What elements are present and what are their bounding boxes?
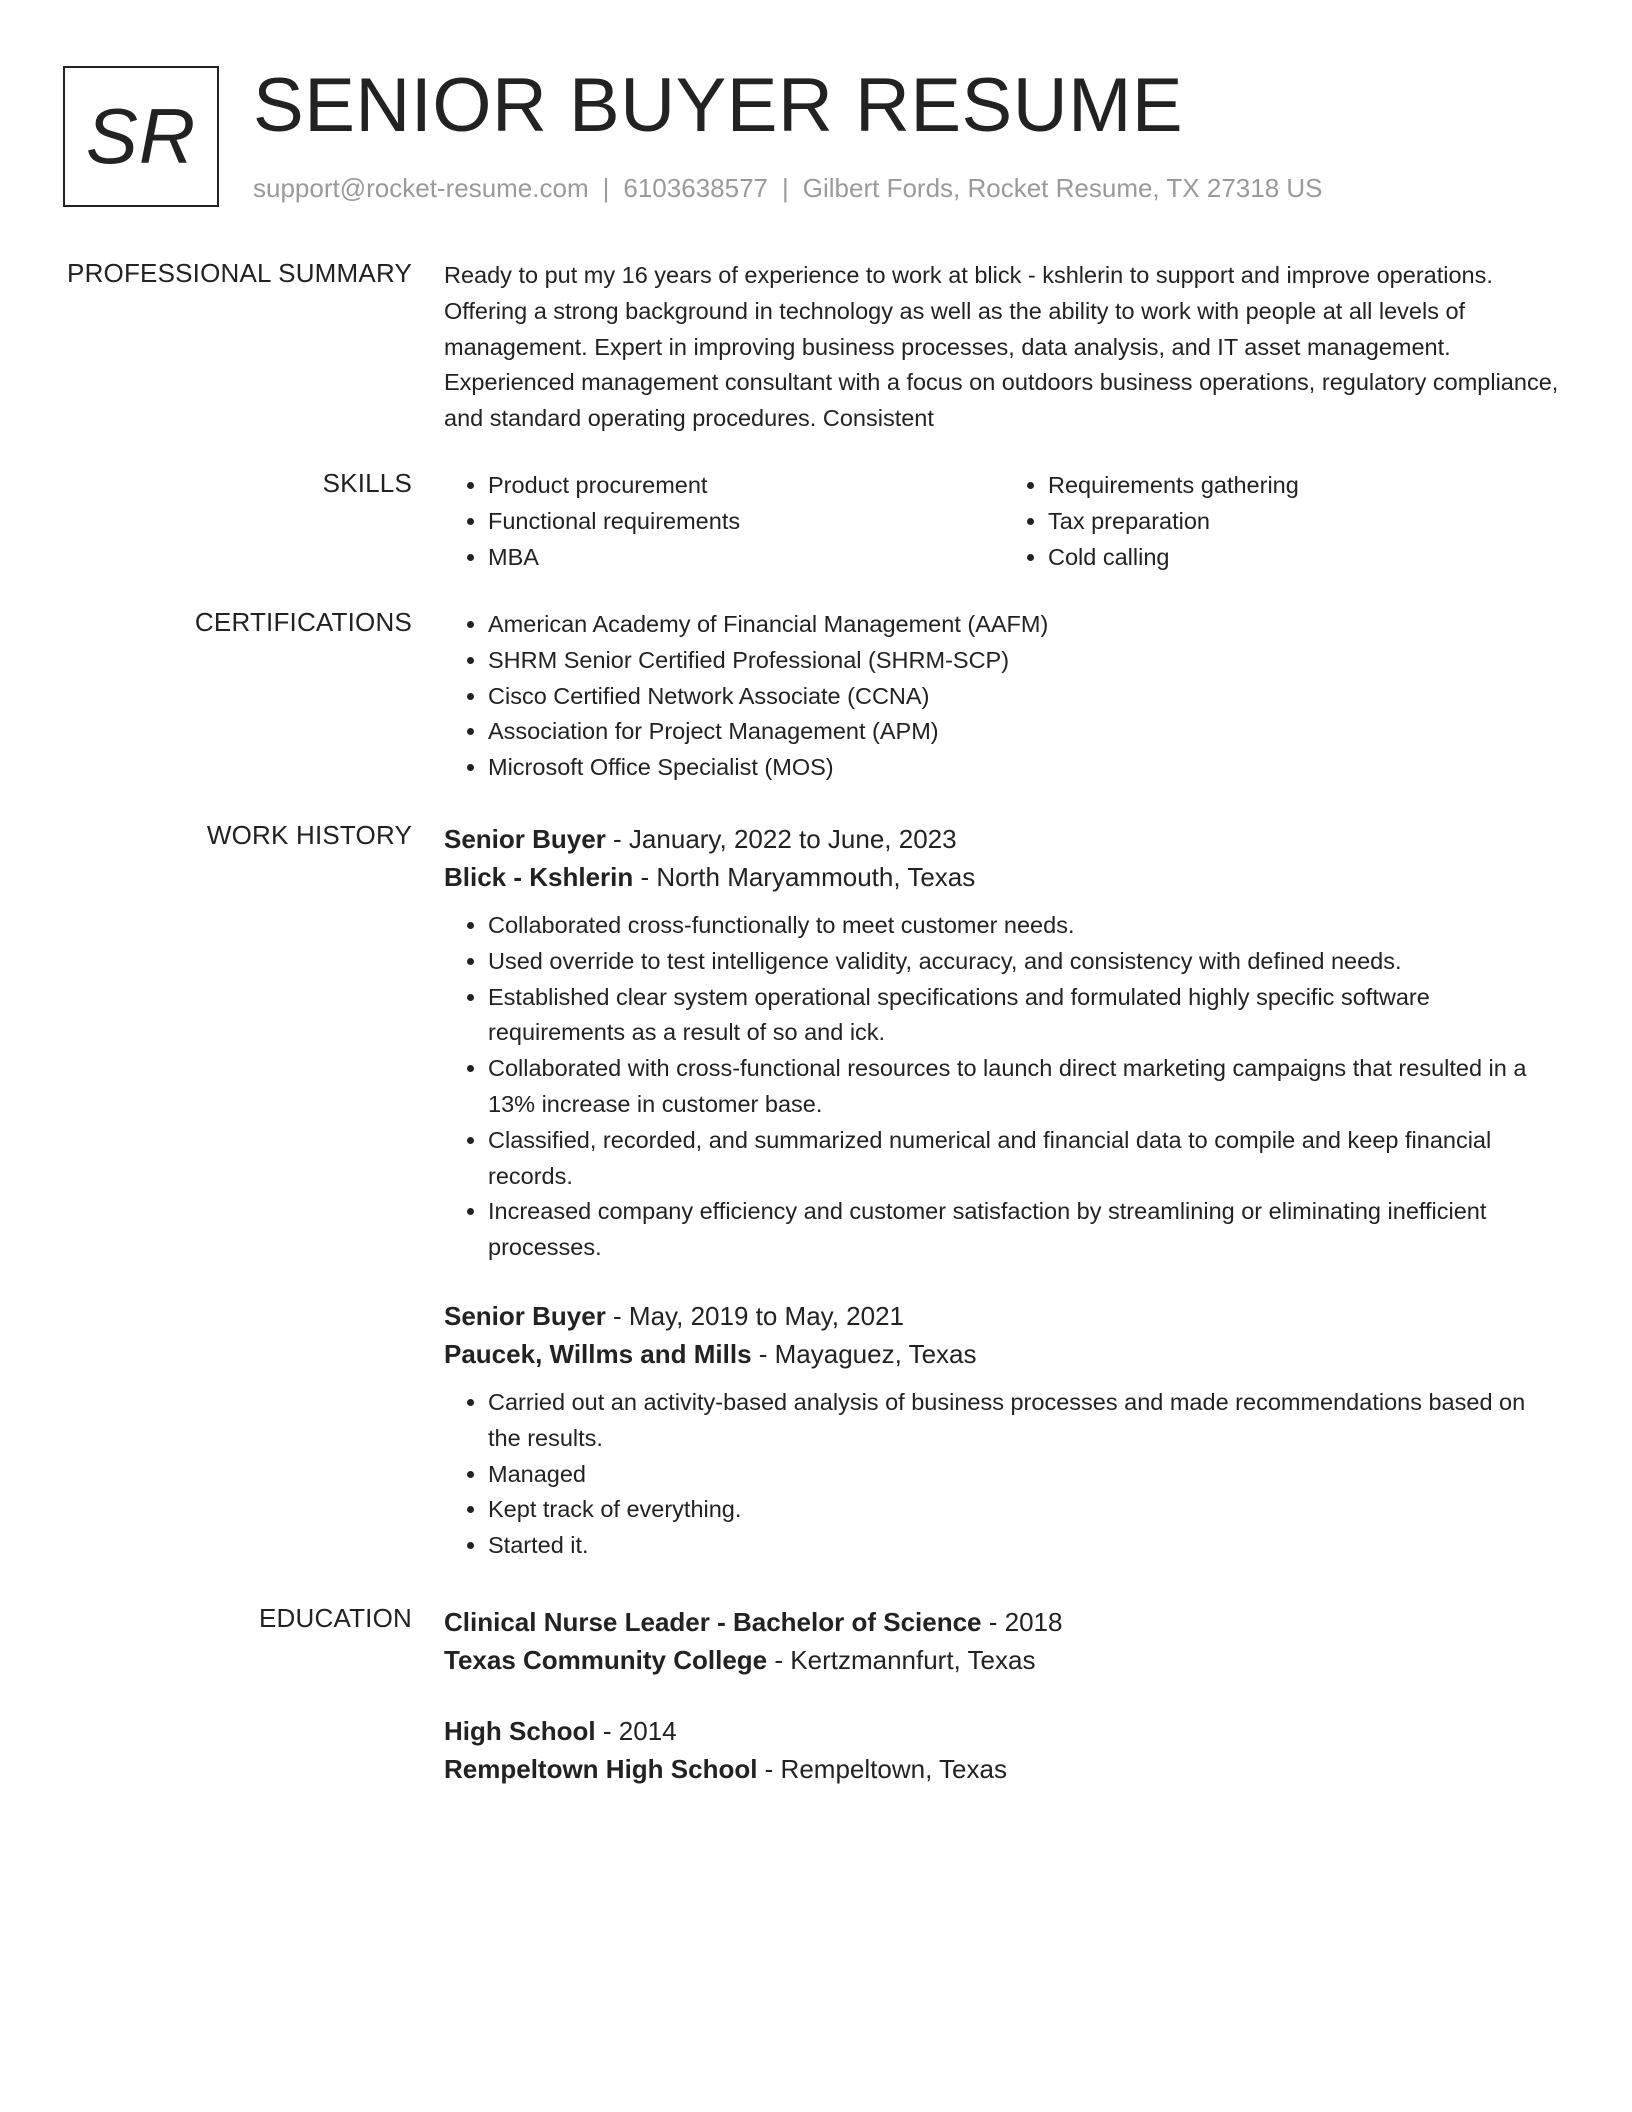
skill-item: • MBA: [488, 540, 1004, 576]
job-dates: - January, 2022 to June, 2023: [605, 824, 957, 854]
job-entry: [444, 1297, 1564, 1564]
job-bullet: • Established clear system operational specifications and formulated highly specific software requirements as a result of so and ick.: [488, 980, 1564, 1052]
job-bullet: • Classified, recorded, and summarized numerical and financial data to compile and keep financial records.: [488, 1123, 1564, 1195]
job-header: [444, 820, 1564, 858]
education-location: - Rempeltown, Texas: [757, 1754, 1007, 1784]
certifications-list: [444, 607, 1564, 786]
skill-item: • Tax preparation: [1048, 504, 1564, 540]
education-degree-line: [444, 1712, 1564, 1750]
education-entry: [444, 1603, 1564, 1679]
education-school: Rempeltown High School: [444, 1754, 758, 1784]
work-history-body: [444, 820, 1564, 1564]
separator: |: [602, 173, 610, 203]
certification-item: • SHRM Senior Certified Professional (SHRM-SCP): [488, 643, 1564, 679]
skills-column-right: [1004, 468, 1564, 575]
education-entry: [444, 1712, 1564, 1788]
summary-text: Ready to put my 16 years of experience to work at blick - kshlerin to support and improve operations. Offering a strong background in technology as well as the ability to work with people at all levels of management. Expert in improving business processes, data analysis, and IT asset management. Experienced management consultant with a focus on outdoors business operations, regulatory compliance, and standard operating procedures. Consistent: [444, 262, 1559, 432]
education-school-line: [444, 1641, 1564, 1679]
education-body: [444, 1603, 1564, 1788]
job-company: Blick - Kshlerin: [444, 862, 634, 892]
job-bullet: • Managed: [488, 1457, 1564, 1493]
education-year: - 2018: [981, 1607, 1063, 1637]
skill-item: • Cold calling: [1048, 540, 1564, 576]
job-location: - Mayaguez, Texas: [751, 1338, 977, 1369]
certification-item: • Microsoft Office Specialist (MOS): [488, 750, 1564, 786]
job-bullet: • Kept track of everything.: [488, 1492, 1564, 1528]
job-company: Paucek, Willms and Mills: [444, 1338, 752, 1369]
job-title: Senior Buyer: [444, 1300, 606, 1331]
job-company-line: [444, 1335, 1564, 1373]
section-label-education: EDUCATION: [259, 1603, 412, 1633]
education-school-line: [444, 1750, 1564, 1788]
education-location: - Kertzmannfurt, Texas: [767, 1645, 1036, 1675]
phone-text: 6103638577: [623, 173, 768, 203]
job-header: [444, 1297, 1564, 1335]
education-year: - 2014: [595, 1716, 677, 1746]
section-label-work-history: WORK HISTORY: [206, 820, 412, 850]
job-entry: [444, 820, 1564, 1266]
education-degree: High School: [444, 1716, 596, 1746]
separator: |: [782, 173, 789, 203]
education-school: Texas Community College: [444, 1645, 768, 1675]
job-title: Senior Buyer: [444, 824, 606, 854]
education-degree-line: [444, 1603, 1564, 1641]
job-bullet: • Increased company efficiency and customer satisfaction by streamlining or eliminating inefficient processes.: [488, 1194, 1564, 1266]
job-bullet: • Collaborated with cross-functional resources to launch direct marketing campaigns that resulted in a 13% increase in customer base.: [488, 1051, 1564, 1123]
certification-item: • Cisco Certified Network Associate (CCNA): [488, 679, 1564, 715]
certification-item: • American Academy of Financial Management (AAFM): [488, 607, 1564, 643]
job-bullet: • Started it.: [488, 1528, 1564, 1564]
skills-column-left: [444, 468, 1004, 575]
job-bullets: [444, 1385, 1564, 1564]
section-label-skills: SKILLS: [322, 468, 412, 498]
job-bullet: • Used override to test intelligence validity, accuracy, and consistency with defined needs.: [488, 944, 1564, 980]
monogram-logo: SR: [63, 66, 219, 207]
section-label-certifications: CERTIFICATIONS: [194, 607, 412, 637]
skill-item: • Requirements gathering: [1048, 468, 1564, 504]
certification-item: • Association for Project Management (APM): [488, 714, 1564, 750]
address-text: Gilbert Fords, Rocket Resume, TX 27318 US: [802, 173, 1323, 203]
email-text: support@rocket-resume.com: [253, 173, 589, 203]
job-dates: - May, 2019 to May, 2021: [605, 1300, 905, 1331]
skills-list: [444, 468, 1564, 575]
skill-item: • Functional requirements: [488, 504, 1004, 540]
job-bullet: • Carried out an activity-based analysis of business processes and made recommendations based on the results.: [488, 1385, 1564, 1457]
resume-title: SENIOR BUYER RESUME: [253, 63, 1184, 148]
skill-item: • Product procurement: [488, 468, 1004, 504]
section-label-summary: PROFESSIONAL SUMMARY: [67, 258, 412, 288]
contact-line: [253, 173, 1323, 204]
resume-header: [63, 63, 1563, 211]
job-bullets: [444, 908, 1564, 1266]
job-company-line: [444, 858, 1564, 896]
job-bullet: • Collaborated cross-functionally to meet customer needs.: [488, 908, 1564, 944]
job-location: - North Maryammouth, Texas: [633, 862, 976, 892]
education-degree: Clinical Nurse Leader - Bachelor of Science: [444, 1607, 982, 1637]
